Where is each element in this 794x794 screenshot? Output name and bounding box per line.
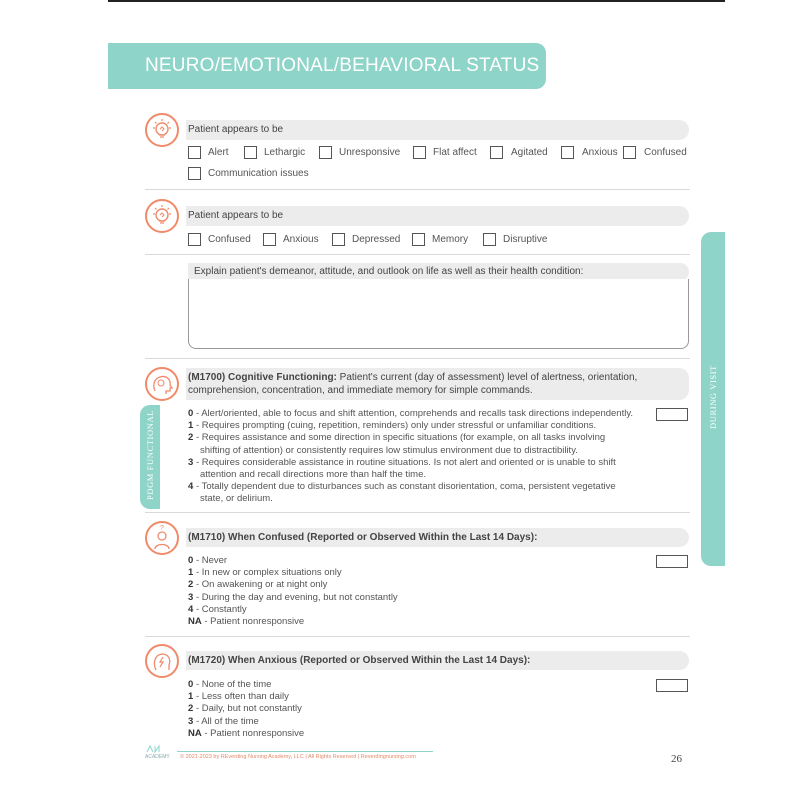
checkbox-unresponsive[interactable] [319,146,332,159]
m1710-title: (M1710) When Confused (Reported or Observed Within the Last 14 Days): [188,532,538,543]
footer-rule [177,751,433,752]
option-label: Confused [644,147,687,158]
answer-row: 0 - None of the time [188,679,272,690]
page-title: NEURO/EMOTIONAL/BEHAVIORAL STATUS [145,55,540,76]
checkbox-disruptive[interactable] [483,233,496,246]
divider [145,636,690,637]
m1700-question-bar [186,368,689,400]
m1720-title: (M1720) When Anxious (Reported or Observed Within the Last 14 Days): [188,655,531,666]
question-text: Explain patient's demeanor, attitude, and outlook on life as well as their health condition: [194,266,584,277]
checkbox-agitated[interactable] [490,146,503,159]
option-label: Agitated [511,147,548,158]
option-label: Anxious [283,234,319,245]
answer-row: 2 - Requires assistance and some direction in specific situations (for example, on all tasks involving shifting of attention) or consistently requires low stimulus environment due to distractibility. [188,432,606,456]
option-label: Anxious [582,147,618,158]
answer-row: 1 - In new or complex situations only [188,567,342,579]
answer-row: 4 - Totally dependent due to disturbances such as constant disorientation, coma, persistent vegetative state, or delirium. [188,481,616,505]
answer-row: 0 - Never [188,555,228,566]
checkbox-communication-issues[interactable] [188,167,201,180]
footer-copyright: © 2021-2023 by REverding Nursing Academy, LLC | All Rights Reserved | Reverdingnursing.com [180,754,416,760]
m1700-answer-list [188,408,658,506]
page-number: 26 [671,753,682,765]
m1710-answer-list [188,555,488,628]
demeanor-textarea[interactable] [188,279,689,349]
checkbox-flat-affect[interactable] [413,146,426,159]
answer-row: NA - Patient nonresponsive [188,727,305,739]
svg-text:?: ? [160,525,164,532]
option-label: Depressed [352,234,401,245]
appearance-options-1 [188,146,698,186]
checkbox-anxious-2[interactable] [263,233,276,246]
checkbox-alert[interactable] [188,146,201,159]
answer-row: 3 - All of the time [188,715,259,727]
answer-row: 3 - During the day and evening, but not constantly [188,591,398,603]
m1710-question-bar [186,528,689,547]
option-label: Communication issues [208,168,309,179]
question-text: Patient appears to be [188,210,284,221]
checkbox-confused-2[interactable] [188,233,201,246]
anxious-head-icon [145,644,179,678]
question-bar-appearance-2 [186,206,689,226]
m1700-answer-box[interactable] [656,408,688,421]
divider [145,358,690,359]
option-label: Confused [208,234,251,245]
checkbox-confused[interactable] [623,146,636,159]
appearance-options-2 [188,233,588,249]
answer-row: NA - Patient nonresponsive [188,616,305,628]
m1710-answer-box[interactable] [656,555,688,568]
m1700-code-title: (M1700) Cognitive Functioning: [188,372,337,383]
divider [145,512,690,513]
option-label: Alert [208,147,229,158]
brain-lightbulb-icon [145,113,179,147]
during-visit-label: DURING VISIT [708,365,718,429]
checkbox-lethargic[interactable] [244,146,257,159]
divider [145,189,690,190]
answer-row: 1 - Requires prompting (cuing, repetition, reminders) only under stressful or unfamiliar conditions. [188,420,597,432]
brain-lightbulb-icon [145,199,179,233]
answer-row: 1 - Less often than daily [188,691,289,703]
question-bar-appearance-1 [186,120,689,140]
logo-mark-icon [145,744,167,754]
checkbox-memory[interactable] [412,233,425,246]
m1700-question: Patient's current (day of assessment) level of alertness, orientation, comprehension, concentration, and immediate memory for simple commands. [188,372,638,396]
top-rule [108,0,725,2]
m1720-answer-list [188,679,488,740]
brain-head-icon [145,367,179,401]
checkbox-anxious[interactable] [561,146,574,159]
answer-row: 3 - Requires considerable assistance in routine situations. Is not alert and oriented or is unable to shift attention and recall directions more than half the time. [188,456,616,481]
divider [145,254,690,255]
answer-row: 4 - Constantly [188,603,247,615]
option-label: Memory [432,234,469,245]
pdgm-functional-label: PDGM FUNCTIONAL [145,410,155,500]
question-person-icon [145,521,179,555]
option-label: Disruptive [503,234,548,245]
m1720-answer-box[interactable] [656,679,688,692]
option-label: Flat affect [433,147,477,158]
question-text: Patient appears to be [188,124,284,135]
m1720-question-bar [186,651,689,670]
answer-row: 0 - Alert/oriented, able to focus and shift attention, comprehends and recalls task directions independently. [188,408,634,419]
answer-row: 2 - Daily, but not constantly [188,703,302,715]
answer-row: 2 - On awakening or at night only [188,579,328,591]
option-label: Unresponsive [339,147,401,158]
checkbox-depressed[interactable] [332,233,345,246]
academy-logo: ACADEMY [145,744,170,760]
option-label: Lethargic [264,147,306,158]
